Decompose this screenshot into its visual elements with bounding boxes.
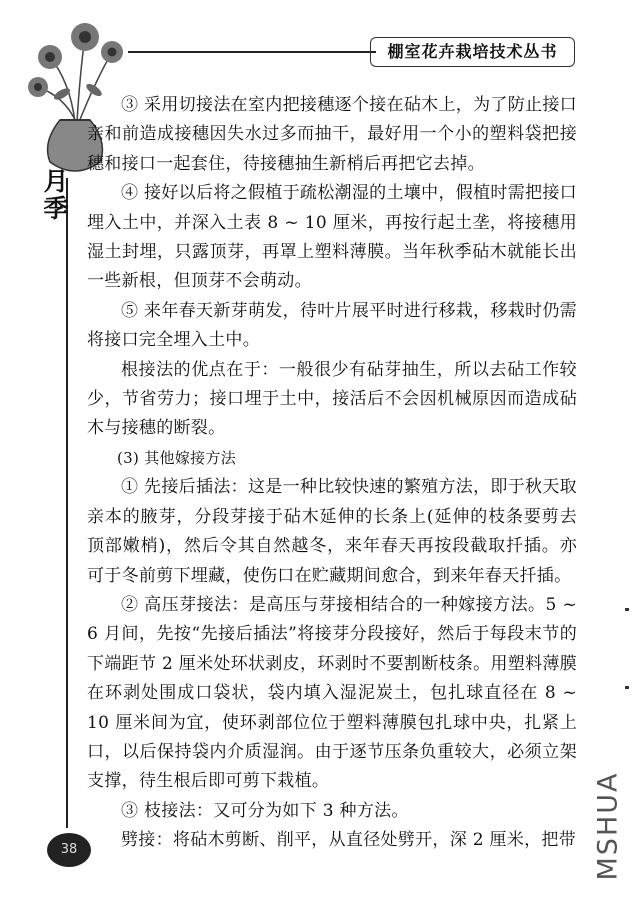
paragraph: ① 先接后插法：这是一种比较快速的繁殖方法，即于秋天取亲本的腋芽，分段芽接于砧木延伸的长条上(延伸的枝条要剪去顶部嫩梢)，然后令其自然越冬，来年春天再按段截取扦插。亦可于冬前剪下埋藏，使伤口在贮藏期间愈合，到来年春天扦插。: [87, 477, 577, 586]
section-heading: (3) 其他嫁接方法: [117, 448, 237, 467]
header-rule: [128, 51, 376, 53]
sidebar-rule: [66, 178, 68, 828]
month-label: 月季: [43, 167, 69, 223]
paragraph: ③ 采用切接法在室内把接穗逐个接在砧木上，为了防止接口亲和前造成接穗因失水过多而抽干，最好用一个小的塑料袋把接穗和接口一起套住，待接穗抽生新梢后再把它去掉。: [87, 95, 577, 174]
body-text: [87, 91, 577, 856]
paragraph: 劈接：将砧木剪断、削平，从直径处劈开，深 2 厘米，把带: [121, 830, 577, 851]
paragraph: 根接法的优点在于：一般很少有砧芽抽生，所以去砧工作较少，节省劳力；接口埋于土中，接活后不会因机械原因而造成砧木与接穗的断裂。: [87, 359, 577, 439]
scan-mark: [625, 608, 629, 611]
page-number: 38: [47, 833, 91, 867]
paragraph: ⑤ 来年春天新芽萌发，待叶片展平时进行移栽，移栽时仍需将接口完全埋入土中。: [87, 300, 577, 351]
scan-mark: [625, 686, 629, 689]
watermark: [588, 766, 628, 886]
paragraph: ④ 接好以后将之假植于疏松潮湿的土壤中，假植时需把接口埋入土中，并深入土表 8 ~ 10 厘米，再按行起土垄，将接穗用湿土封埋，只露顶芽，再罩上塑料薄膜。当年秋季砧木就能长出一些新根，但顶芽不会萌动。: [87, 183, 577, 292]
paragraph: ② 高压芽接法：是高压与芽接相结合的一种嫁接方法。5 ~ 6 月间，先按“先接后插法”将接芽分段接好，然后于每段末节的下端距节 2 厘米处环状剥皮，环剥时不要割断枝条。用塑料薄膜在环剥处围成口袋状，袋内填入湿泥炭土，包扎球直径在 8 ~ 10 厘米间为宜，使环剥部位位于塑料薄膜包扎球中央，扎紧上口，以后保持袋内介质湿润。由于逐节压条负重较大，必须立架支撑，待生根后即可剪下栽植。: [87, 594, 577, 792]
watermark-text: MSHUA: [592, 771, 624, 881]
series-title: 棚室花卉栽培技术丛书: [370, 37, 575, 67]
paragraph: ③ 枝接法：又可分为如下 3 种方法。: [121, 800, 409, 821]
